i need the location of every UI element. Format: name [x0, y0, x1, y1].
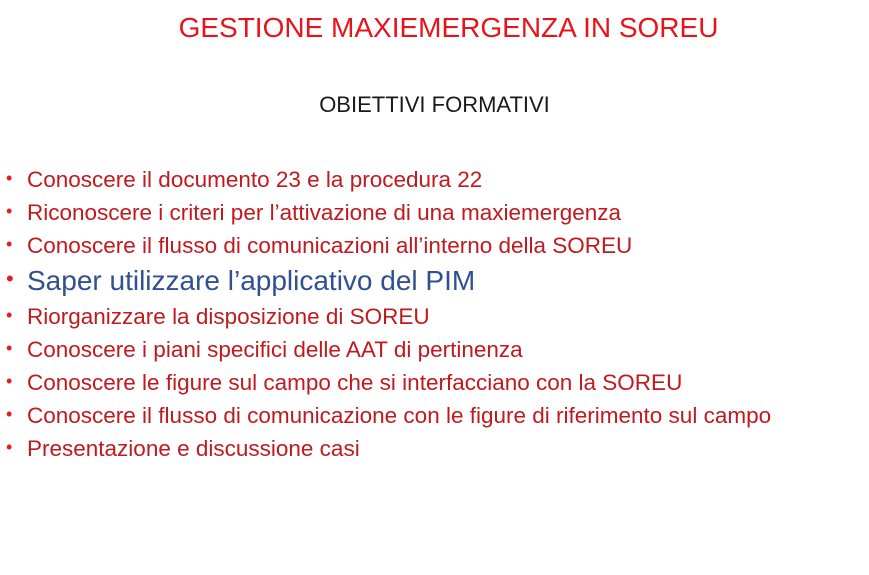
bullet-icon: •	[6, 404, 13, 424]
bullet-icon: •	[6, 234, 13, 254]
list-item	[0, 196, 869, 229]
objectives-list	[0, 163, 869, 465]
list-item-text: Riconoscere i criteri per l’attivazione di una maxiemergenza	[27, 200, 622, 225]
list-item	[0, 366, 869, 399]
slide-title: GESTIONE MAXIEMERGENZA IN SOREU	[178, 12, 719, 43]
bullet-icon: •	[6, 371, 13, 391]
list-item-text: Conoscere il flusso di comunicazione con le figure di riferimento sul campo	[27, 403, 772, 428]
list-item-text: Riorganizzare la disposizione di SOREU	[27, 304, 430, 329]
bullet-icon: •	[6, 338, 13, 358]
list-item-highlighted	[0, 262, 869, 300]
list-item	[0, 399, 857, 432]
list-item-text: Saper utilizzare l’applicativo del PIM	[27, 265, 476, 296]
slide-subtitle: OBIETTIVI FORMATIVI	[319, 92, 550, 117]
list-item-text: Conoscere le figure sul campo che si interfacciano con la SOREU	[27, 370, 683, 395]
list-item-text: Presentazione e discussione casi	[27, 436, 360, 461]
bullet-icon: •	[6, 437, 13, 457]
bullet-icon: •	[6, 168, 13, 188]
list-item	[0, 163, 869, 196]
list-item	[0, 300, 869, 333]
list-item-text: Conoscere il documento 23 e la procedura 22	[27, 167, 483, 192]
list-item	[0, 432, 869, 465]
list-item	[0, 229, 869, 262]
list-item-text: Conoscere il flusso di comunicazioni all’interno della SOREU	[27, 233, 633, 258]
list-item	[0, 333, 869, 366]
bullet-icon: •	[6, 201, 13, 221]
bullet-icon: •	[6, 266, 14, 291]
bullet-icon: •	[6, 305, 13, 325]
list-item-text: Conoscere i piani specifici delle AAT di pertinenza	[27, 337, 523, 362]
